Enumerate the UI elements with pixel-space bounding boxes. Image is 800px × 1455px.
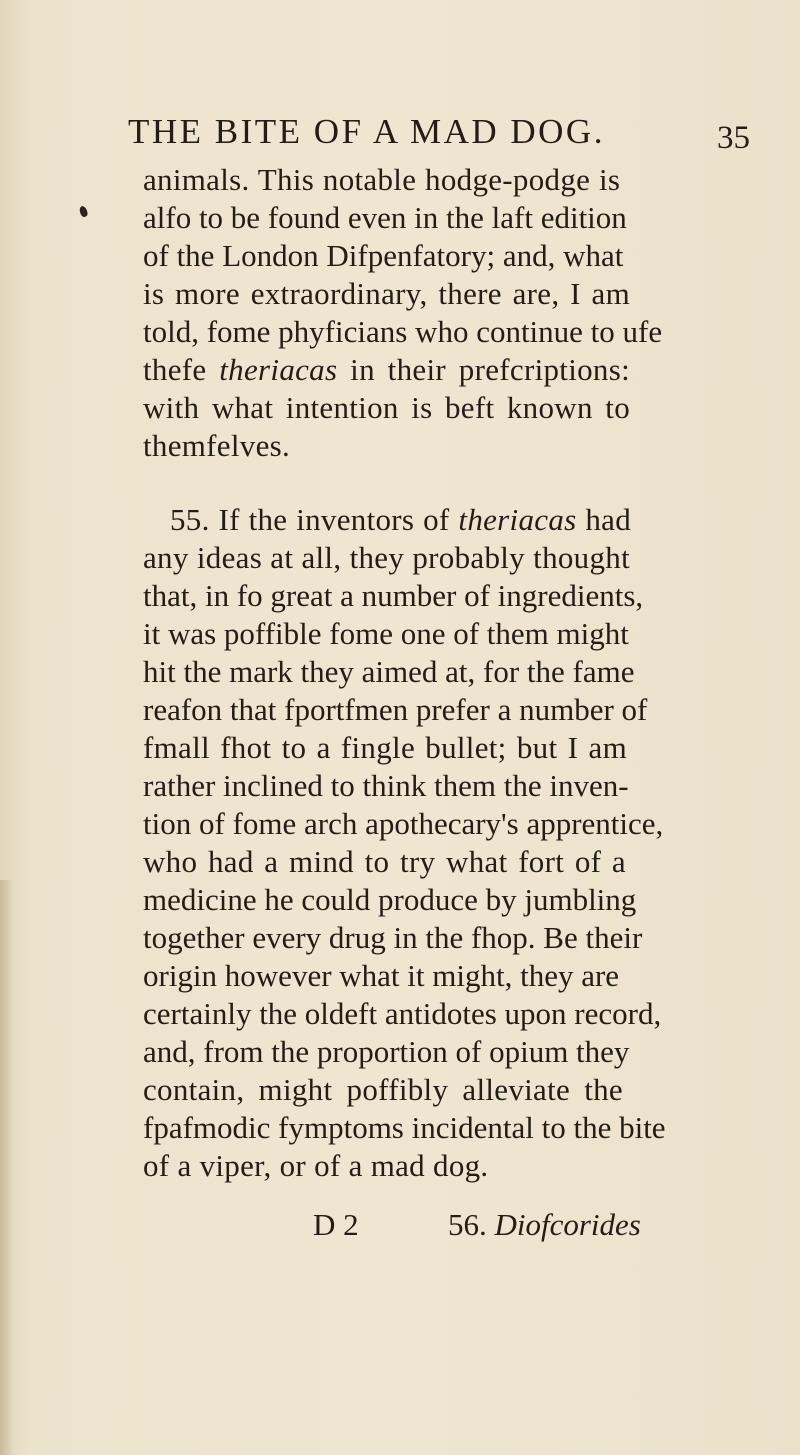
text-span: medicine he could produce by jumbling <box>143 882 637 917</box>
text-line <box>143 161 620 199</box>
text-line <box>143 539 630 577</box>
text-span: reafon that fportfmen prefer a number of <box>143 692 648 727</box>
text-line <box>143 653 635 691</box>
text-line <box>143 995 661 1033</box>
text-line <box>143 1071 623 1109</box>
page-binding-shadow <box>0 880 14 1455</box>
text-line <box>143 389 630 427</box>
text-line <box>143 805 663 843</box>
text-span: together every drug in the fhop. Be their <box>143 920 643 955</box>
text-line <box>143 1147 488 1185</box>
text-line <box>143 615 629 653</box>
text-line <box>143 691 647 729</box>
text-span: it was poffible fome one of them might <box>143 616 629 651</box>
text-line <box>143 1033 629 1071</box>
text-line <box>143 919 642 957</box>
text-line <box>170 501 631 539</box>
running-title: THE BITE OF A MAD DOG. <box>128 112 605 151</box>
catchword-word: Diofcorides <box>494 1207 641 1242</box>
text-span: and, from the proportion of opium they <box>143 1034 630 1069</box>
text-span: told, fome phyficians who continue to ufe <box>143 314 663 349</box>
text-line <box>143 767 629 805</box>
text-span: alfo to be found even in the laft edition <box>143 200 627 235</box>
ink-speck <box>78 205 88 218</box>
text-line <box>143 881 636 919</box>
text-line <box>143 313 662 351</box>
text-span: fpafmodic fymptoms incidental to the bite <box>143 1110 666 1145</box>
text-line <box>143 237 623 275</box>
italic-term: theriacas <box>458 502 577 537</box>
text-span: that, in fo great a number of ingredients, <box>143 578 644 613</box>
text-span: certainly the oldeft antidotes upon record, <box>143 996 662 1031</box>
text-line <box>143 729 627 767</box>
text-span: any ideas at all, they probably thought <box>143 540 630 575</box>
text-span: who had a mind to try what fort of a <box>143 844 626 879</box>
text-span: is more extraordinary, there are, I am <box>143 276 630 311</box>
text-span: of a viper, or of a mad dog. <box>143 1148 489 1183</box>
text-span: origin however what it might, they are <box>143 958 620 993</box>
text-span: thefe <box>143 352 220 387</box>
text-span: in their prefcriptions: <box>337 352 630 387</box>
text-line <box>143 351 630 389</box>
page-footer <box>0 1205 800 1247</box>
text-span: with what intention is beft known to <box>143 390 630 425</box>
text-line <box>143 957 619 995</box>
page-number: 35 <box>717 120 750 156</box>
signature-mark: D 2 <box>313 1207 359 1242</box>
text-span: themfelves. <box>143 428 291 463</box>
text-span: fmall fhot to a fingle bullet; but I am <box>143 730 627 765</box>
catchword-number: 56. <box>448 1207 495 1242</box>
text-span: of the London Difpenfatory; and, what <box>143 238 624 273</box>
text-span: 55. If the inventors of <box>170 502 459 537</box>
catchword <box>448 1205 641 1245</box>
text-line <box>143 427 290 465</box>
text-span: hit the mark they aimed at, for the fame <box>143 654 635 689</box>
text-line <box>143 199 627 237</box>
text-line <box>143 577 643 615</box>
text-span: animals. This notable hodge-podge is <box>143 162 621 197</box>
text-span: tion of fome arch apothecary's apprentice, <box>143 806 664 841</box>
text-span: contain, might poffibly alleviate the <box>143 1072 623 1107</box>
text-span: rather inclined to think them the inven- <box>143 768 629 803</box>
italic-term: theriacas <box>219 352 338 387</box>
text-span: had <box>576 502 631 537</box>
text-line <box>143 275 630 313</box>
text-line <box>143 1109 666 1147</box>
text-line <box>143 843 626 881</box>
